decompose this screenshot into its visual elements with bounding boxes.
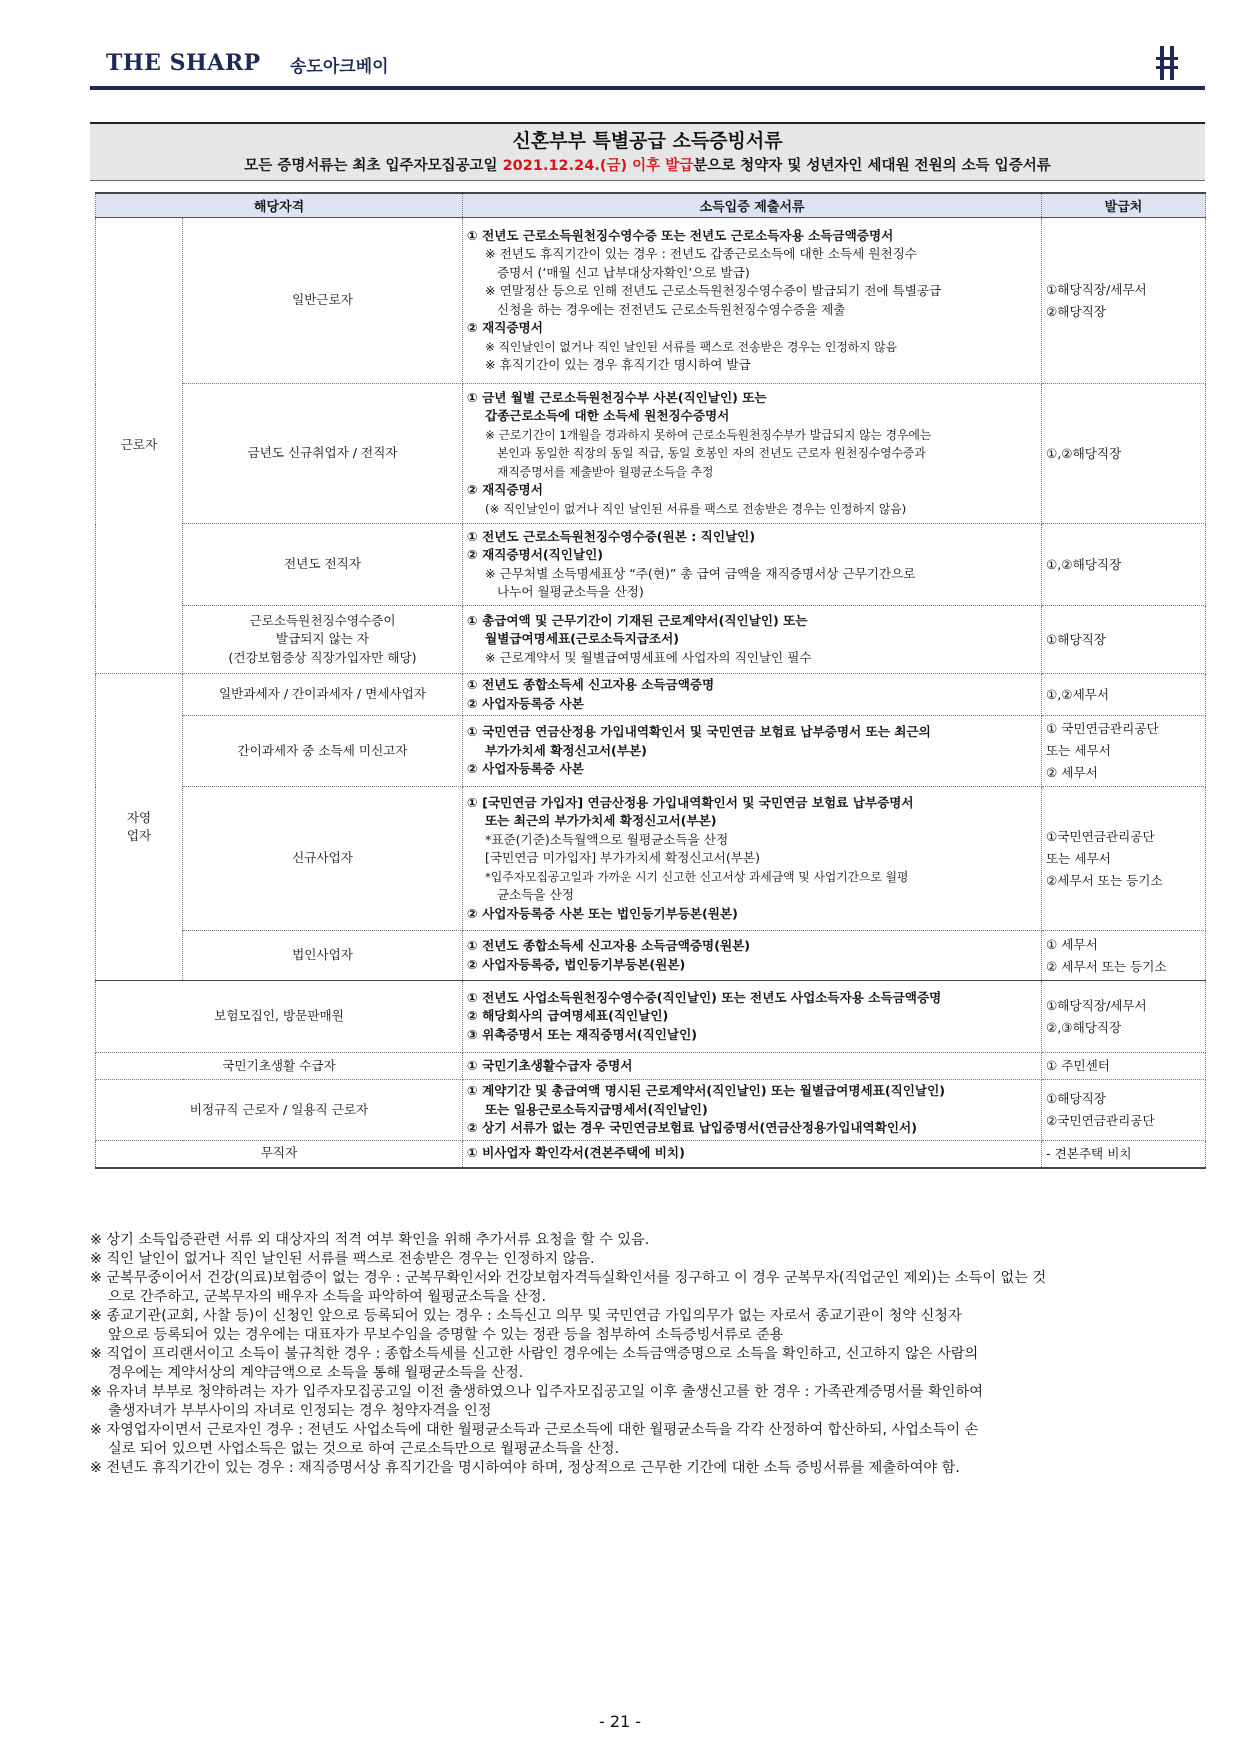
- page-header: [90, 40, 1205, 90]
- qualification-text: 신규사업자: [292, 850, 353, 866]
- issuer-cell: [1042, 524, 1206, 606]
- document-line: ※ 전년도 휴직기간이 있는 경우 : 전년도 갑종근로소득에 대한 소득세 원천징수: [485, 246, 917, 261]
- header-qualification: 해당자격: [96, 193, 463, 218]
- subtitle-date: 2021.12.24.(금) 이후 발급: [502, 158, 694, 174]
- double-bar-logo-icon: [1151, 40, 1183, 84]
- note-line: ※ 자영업자이면서 근로자인 경우 : 전년도 사업소득에 대한 월평균소득과 근로소득에 대한 월평균소득을 각각 산정하여 합산하되, 사업소득이 손: [90, 1422, 979, 1438]
- issuer-cell: [1042, 674, 1206, 716]
- table-row: [96, 981, 1206, 1053]
- document-line: ※ 연말정산 등으로 인해 전년도 근로소득원천징수영수증이 발급되기 전에 특별공급: [485, 283, 942, 298]
- documents-cell: [463, 218, 1042, 384]
- issuer-text: - 견본주택 비치: [1046, 1145, 1132, 1161]
- document-line: ※ 근무처별 소득명세표상 “주(현)” 총 급여 금액을 재직증명서상 근무기간으로: [485, 565, 916, 581]
- documents-cell: [463, 931, 1042, 981]
- document-line: ② 재직증명서: [467, 482, 543, 498]
- qualification-text: 간이과세자 중 소득세 미신고자: [237, 742, 408, 758]
- subtitle-pre: 모든 증명서류는 최초 입주자모집공고일: [244, 158, 503, 174]
- issuer-cell: [1042, 606, 1206, 674]
- issuer-text: ①해당직장: [1046, 1090, 1106, 1106]
- qualification-text: 금년도 신규취업자 / 전직자: [247, 445, 398, 461]
- brand-subtitle: 송도아크베이: [290, 57, 389, 77]
- document-line: ② 사업자등록증 사본: [467, 761, 584, 777]
- table-row: [96, 931, 1206, 981]
- issuer-text: 또는 세무서: [1046, 850, 1111, 866]
- note-line: 으로 간주하고, 군복무자의 배우자 소득을 파악하여 월평균소득을 산정.: [108, 1289, 547, 1305]
- qualification-text: 법인사업자: [292, 947, 353, 963]
- issuer-text: ①해당직장: [1046, 631, 1106, 647]
- issuer-text: ①,②해당직장: [1046, 556, 1122, 572]
- document-line: ※ 근로계약서 및 월별급여명세표에 사업자의 직인날인 필수: [485, 649, 812, 665]
- document-line: ① 국민기초생활수급자 증명서: [467, 1057, 633, 1073]
- document-line: ② 사업자등록증 사본: [467, 695, 584, 711]
- table-row: [96, 1140, 1206, 1168]
- qualification-text: 일반근로자: [292, 292, 353, 308]
- document-line: ① [국민연금 가입자] 연금산정용 가입내역확인서 및 국민연금 보험료 납부증명서: [467, 794, 914, 810]
- document-line: ② 재직증명서(직인날인): [467, 547, 604, 562]
- issuer-cell: [1042, 1053, 1206, 1080]
- note-line: ※ 직업이 프리랜서이고 소득이 불규칙한 경우 : 종합소득세를 신고한 사람인 경우에는 소득금액증명으로 소득을 확인하고, 신고하지 않은 사람의: [90, 1346, 979, 1362]
- note-line: 앞으로 등록되어 있는 경우에는 대표자가 무보수임을 증명할 수 있는 정관 등을 첨부하여 소득증빙서류로 준용: [108, 1327, 784, 1343]
- notes-section: [90, 1231, 1210, 1478]
- group-self-employed-cell: [96, 674, 183, 981]
- title-box: [90, 122, 1205, 181]
- document-line: ※ 직인날인이 없거나 직인 날인된 서류를 팩스로 전송받은 경우는 인정하지 않음: [485, 339, 898, 354]
- document-line: ① 금년 월별 근로소득원천징수부 사본(직인날인) 또는: [467, 389, 767, 405]
- document-line: 증명서 (‘매월 신고 납부대상자확인’으로 발급): [497, 264, 750, 280]
- documents-cell: [463, 524, 1042, 606]
- documents-cell: [463, 787, 1042, 931]
- qualification-cell: [96, 1140, 463, 1168]
- document-line: ※ 휴직기간이 있는 경우 휴직기간 명시하여 발급: [485, 357, 751, 372]
- document-line: ※ 근로기간이 1개월을 경과하지 못하여 근로소득원천징수부가 발급되지 않는 경우에는: [485, 427, 932, 442]
- qualification-cell: [183, 716, 463, 787]
- note-line: ※ 전년도 휴직기간이 있는 경우 : 재직증명서상 휴직기간을 명시하여야 하며, 정상적으로 근무한 기간에 대한 소득 증빙서류를 제출하여야 함.: [90, 1460, 960, 1476]
- page-number: - 21 -: [598, 1712, 642, 1731]
- table-row: [96, 787, 1206, 931]
- brand-name: THE SHARP: [106, 50, 261, 76]
- qualification-text: 무직자: [260, 1145, 298, 1161]
- issuer-text: ②국민연금관리공단: [1046, 1112, 1155, 1128]
- qualification-text: (건강보험증상 직장가입자만 해당): [228, 649, 417, 665]
- documents-cell: [463, 1053, 1042, 1080]
- header-documents: 소득입증 제출서류: [463, 193, 1042, 218]
- issuer-text: ①,②해당직장: [1046, 445, 1122, 461]
- issuer-text: ①,②세무서: [1046, 686, 1110, 702]
- qualification-cell: [183, 674, 463, 716]
- note-line: ※ 상기 소득입증관련 서류 외 대상자의 적격 여부 확인을 위해 추가서류 요청을 할 수 있음.: [90, 1232, 650, 1248]
- issuer-text: ②해당직장: [1046, 303, 1106, 319]
- document-line: ① 전년도 종합소득세 신고자용 소득금액증명: [467, 677, 715, 692]
- group-label: 업자: [126, 828, 152, 843]
- table-row: [96, 218, 1206, 384]
- qualification-cell: [96, 1080, 463, 1141]
- document-line: (※ 직인날인이 없거나 직인 날인된 서류를 팩스로 전송받은 경우는 인정하지 않음): [485, 501, 907, 516]
- document-line: 나누어 월평균소득을 산정): [497, 584, 644, 599]
- document-line: 신청을 하는 경우에는 전전년도 근로소득원천징수영수증을 제출: [497, 301, 846, 317]
- note-line: ※ 직인 날인이 없거나 직인 날인된 서류를 팩스로 전송받은 경우는 인정하지 않음.: [90, 1251, 595, 1267]
- table-row: [96, 716, 1206, 787]
- issuer-text: ① 국민연금관리공단: [1046, 721, 1159, 736]
- qualification-cell: [183, 606, 463, 674]
- documents-cell: [463, 606, 1042, 674]
- table-row: [96, 606, 1206, 674]
- note-line: 출생자녀가 부부사이의 자녀로 인정되는 경우 청약자격을 인정: [108, 1403, 492, 1419]
- group-worker-cell: [96, 218, 183, 674]
- table-row: [96, 674, 1206, 716]
- issuer-text: 또는 세무서: [1046, 743, 1111, 758]
- note-line: ※ 종교기관(교회, 사찰 등)이 신청인 앞으로 등록되어 있는 경우 : 소득신고 의무 및 국민연금 가입의무가 없는 자로서 종교기관이 청약 신청자: [90, 1308, 962, 1324]
- subtitle-post: 분으로 청약자 및 성년자인 세대원 전원의 소득 입증서류: [693, 158, 1051, 174]
- qualification-text: 국민기초생활 수급자: [222, 1057, 336, 1073]
- document-line: ① 전년도 사업소득원천징수영수증(직인날인) 또는 전년도 사업소득자용 소득금액증명: [467, 989, 942, 1005]
- qualification-text: 일반과세자 / 간이과세자 / 면세사업자: [219, 686, 426, 702]
- issuer-cell: [1042, 384, 1206, 524]
- document-line: ② 사업자등록증 사본 또는 법인등기부등본(원본): [467, 905, 738, 921]
- issuer-text: ① 주민센터: [1046, 1058, 1110, 1073]
- documents-cell: [463, 1080, 1042, 1141]
- document-line: 본인과 동일한 직장의 동일 직급, 동일 호봉인 자의 전년도 근로자 원천징수영수증과: [497, 446, 926, 461]
- table-row: [96, 1053, 1206, 1080]
- qualification-text: 보험모집인, 방문판매원: [214, 1008, 344, 1024]
- qualification-text: 근로소득원천징수영수증이: [249, 612, 396, 628]
- table-row: [96, 384, 1206, 524]
- income-docs-table: [95, 192, 1206, 1169]
- documents-cell: [463, 716, 1042, 787]
- document-line: 월별급여명세표(근로소득지급조서): [485, 631, 680, 647]
- document-line: [국민연금 미가입자] 부가가치세 확정신고서(부본): [485, 850, 760, 866]
- documents-cell: [463, 1140, 1042, 1168]
- qualification-cell: [183, 931, 463, 981]
- note-line: ※ 유자녀 부부로 청약하려는 자가 입주자모집공고일 이전 출생하였으나 입주자모집공고일 이후 출생신고를 한 경우 : 가족관계증명서를 확인하여: [90, 1384, 983, 1400]
- qualification-text: 전년도 전직자: [284, 556, 361, 572]
- issuer-text: ②,③해당직장: [1046, 1019, 1122, 1035]
- document-line: *입주자모집공고일과 가까운 시기 신고한 신고서상 과세금액 및 사업기간으로 월평: [485, 869, 909, 884]
- document-line: 재직증명서를 제출받아 월평균소득을 추정: [497, 464, 714, 479]
- table-row: [96, 1080, 1206, 1141]
- document-line: ③ 위촉증명서 또는 재직증명서(직인날인): [467, 1026, 697, 1042]
- document-line: *표준(기준)소득월액으로 월평균소득을 산정: [485, 831, 729, 847]
- issuer-cell: [1042, 1080, 1206, 1141]
- note-line: 경우에는 계약서상의 계약금액으로 소득을 통해 월평균소득을 산정.: [108, 1365, 524, 1381]
- header-rule: [90, 86, 1205, 90]
- issuer-cell: [1042, 931, 1206, 981]
- qualification-cell: [96, 1053, 463, 1080]
- table-row: [96, 524, 1206, 606]
- group-label: 자영: [126, 809, 152, 825]
- document-line: ① 계약기간 및 총급여액 명시된 근로계약서(직인날인) 또는 월별급여명세표(직인날인): [467, 1083, 946, 1098]
- issuer-cell: [1042, 981, 1206, 1053]
- document-line: 부가가치세 확정신고서(부본): [485, 742, 647, 758]
- page-subtitle: [90, 154, 1205, 175]
- document-line: ① 전년도 근로소득원천징수영수증 또는 전년도 근로소득자용 소득금액증명서: [467, 227, 894, 243]
- document-line: ② 재직증명서: [467, 320, 543, 335]
- note-line: 실로 되어 있으면 사업소득은 없는 것으로 하여 근로소득만으로 월평균소득을 산정.: [108, 1441, 620, 1457]
- issuer-text: ② 세무서: [1046, 765, 1098, 780]
- document-line: ① 전년도 종합소득세 신고자용 소득금액증명(원본): [467, 938, 751, 953]
- issuer-text: ② 세무서 또는 등기소: [1046, 958, 1167, 974]
- header-issuer: 발급처: [1042, 193, 1206, 218]
- issuer-cell: [1042, 1140, 1206, 1168]
- qualification-text: 발급되지 않는 자: [275, 631, 370, 647]
- document-line: 갑종근로소득에 대한 소득세 원천징수증명서: [485, 408, 730, 424]
- table-header-row: [96, 193, 1206, 218]
- document-line: ① 총급여액 및 근무기간이 기재된 근로계약서(직인날인) 또는: [467, 612, 808, 628]
- issuer-text: ①해당직장/세무서: [1046, 997, 1147, 1013]
- group-label: 근로자: [120, 437, 158, 453]
- issuer-text: ①해당직장/세무서: [1046, 281, 1147, 297]
- qualification-cell: [183, 384, 463, 524]
- document-line: ② 해당회사의 급여명세표(직인날인): [467, 1008, 669, 1024]
- issuer-cell: [1042, 787, 1206, 931]
- issuer-text: ①국민연금관리공단: [1046, 828, 1155, 844]
- page-title: 신혼부부 특별공급 소득증빙서류: [512, 130, 783, 152]
- qualification-cell: [96, 981, 463, 1053]
- document-line: ① 전년도 근로소득원천징수영수증(원본 : 직인날인): [467, 528, 756, 544]
- issuer-text: ① 세무서: [1046, 936, 1098, 952]
- document-line: ① 비사업자 확인각서(견본주택에 비치): [467, 1145, 685, 1161]
- documents-cell: [463, 981, 1042, 1053]
- qualification-cell: [183, 218, 463, 384]
- note-line: ※ 군복무중이어서 건강(의료)보험증이 없는 경우 : 군복무확인서와 건강보험자격득실확인서를 징구하고 이 경우 군복무자(직업군인 제외)는 소득이 없는 것: [90, 1270, 1047, 1286]
- issuer-cell: [1042, 218, 1206, 384]
- documents-cell: [463, 674, 1042, 716]
- qualification-cell: [183, 524, 463, 606]
- issuer-text: ②세무서 또는 등기소: [1046, 872, 1163, 888]
- document-line: ① 국민연금 연금산정용 가입내역확인서 및 국민연금 보험료 납부증명서 또는 최근의: [467, 724, 931, 740]
- issuer-cell: [1042, 716, 1206, 787]
- document-line: 균소득을 산정: [497, 887, 575, 903]
- qualification-text: 비정규직 근로자 / 일용직 근로자: [189, 1101, 369, 1117]
- qualification-cell: [183, 787, 463, 931]
- document-line: 또는 최근의 부가가치세 확정신고서(부본): [485, 813, 717, 829]
- document-line: ② 사업자등록증, 법인등기부등본(원본): [467, 956, 686, 972]
- documents-cell: [463, 384, 1042, 524]
- document-line: ② 상기 서류가 없는 경우 국민연금보험료 납입증명서(연금산정용가입내역확인서): [467, 1120, 917, 1135]
- document-line: 또는 일용근로소득지급명세서(직인날인): [485, 1101, 708, 1117]
